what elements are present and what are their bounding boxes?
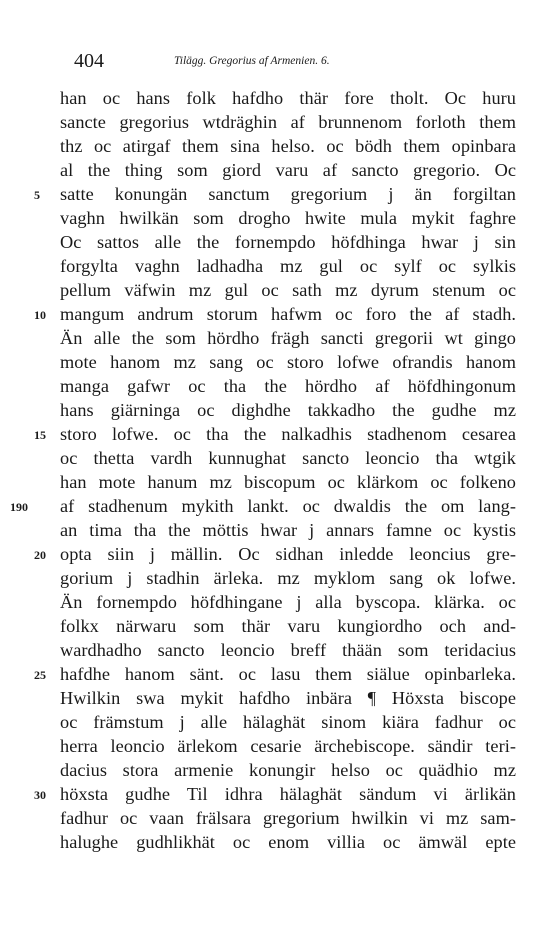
line-text: mote hanom mz sang oc storo lofwe ofrandis hanom (60, 352, 516, 372)
page-header (74, 48, 514, 74)
line-text: herra leoncio ärlekom cesarie ärchebiscope. sändir teri- (60, 736, 516, 756)
text-line (60, 830, 516, 854)
line-text: Hwilkin swa mykit hafdho inbära ¶ Höxsta biscope (60, 688, 516, 708)
text-line (34, 182, 516, 206)
text-line (34, 302, 516, 326)
text-line (60, 566, 516, 590)
line-text: höxsta gudhe Til idhra hälaghät sändum vi ärlikän (60, 784, 516, 804)
running-title: Tilägg. Gregorius af Armenien. 6. (174, 55, 330, 67)
text-line (60, 278, 516, 302)
text-line (34, 662, 516, 686)
text-line (60, 734, 516, 758)
line-text: folkx närwaru som thär varu kungiordho och and- (60, 616, 516, 636)
text-line (60, 398, 516, 422)
line-text: han oc hans folk hafdho thär fore tholt. Oc huru (60, 88, 516, 108)
text-line (60, 638, 516, 662)
text-line (60, 758, 516, 782)
line-number: 25 (34, 668, 46, 682)
line-text: af stadhenum mykith lankt. oc dwaldis the om lang- (60, 496, 516, 516)
line-text: Oc sattos alle the fornempdo höfdhinga hwar j sin (60, 232, 516, 252)
text-line (34, 422, 516, 446)
line-text: han mote hanum mz biscopum oc klärkom oc folkeno (60, 472, 516, 492)
line-text: forgylta vaghn ladhadha mz gul oc sylf oc sylkis (60, 256, 516, 276)
text-line (60, 230, 516, 254)
line-text: storo lofwe. oc tha the nalkadhis stadhenom cesarea (60, 424, 516, 444)
text-line (60, 86, 516, 110)
text-line (60, 134, 516, 158)
line-text: mangum andrum storum hafwm oc foro the af stadh. (60, 304, 516, 324)
line-text: sancte gregorius wtdräghin af brunnenom forloth them (60, 112, 516, 132)
text-line (60, 806, 516, 830)
line-number: 5 (34, 188, 40, 202)
line-text: oc främstum j alle hälaghät sinom kiära fadhur oc (60, 712, 516, 732)
text-line (60, 686, 516, 710)
text-line (60, 446, 516, 470)
text-line (60, 206, 516, 230)
line-text: Än alle the som hördho frägh sancti gregorii wt gingo (60, 328, 516, 348)
margin-reference-number: 190 (10, 500, 28, 514)
line-text: al the thing som giord varu af sancto gregorio. Oc (60, 160, 516, 180)
line-text: thz oc atirgaf them sina helso. oc bödh them opinbara (60, 136, 516, 156)
line-text: an tima tha the möttis hwar j annars famne oc kystis (60, 520, 516, 540)
text-line (34, 542, 516, 566)
line-text: opta siin j mällin. Oc sidhan inledde leoncius gre- (60, 544, 516, 564)
line-text: vaghn hwilkän som drogho hwite mula mykit faghre (60, 208, 516, 228)
text-line (60, 374, 516, 398)
line-text: Än fornempdo höfdhingane j alla byscopa. klärka. oc (60, 592, 516, 612)
line-text: wardhadho sancto leoncio breff thään som teridacius (60, 640, 516, 660)
text-line (60, 254, 516, 278)
text-line (60, 326, 516, 350)
line-text: hans giärninga oc dighdhe takkadho the gudhe mz (60, 400, 516, 420)
text-line (60, 614, 516, 638)
text-line (60, 518, 516, 542)
line-text: manga gafwr oc tha the hördho af höfdhingonum (60, 376, 516, 396)
text-line (10, 494, 516, 518)
line-text: satte konungän sanctum gregorium j än forgiltan (60, 184, 516, 204)
line-text: fadhur oc vaan frälsara gregorium hwilkin vi mz sam- (60, 808, 516, 828)
line-text: dacius stora armenie konungir helso oc quädhio mz (60, 760, 516, 780)
line-number: 15 (34, 428, 46, 442)
body-text (10, 86, 516, 854)
text-line (60, 350, 516, 374)
page-number: 404 (74, 50, 104, 72)
text-line (60, 158, 516, 182)
text-line (60, 110, 516, 134)
line-text: hafdhe hanom sänt. oc lasu them siälue opinbarleka. (60, 664, 516, 684)
text-line (60, 590, 516, 614)
line-text: oc thetta vardh kunnughat sancto leoncio tha wtgik (60, 448, 516, 468)
line-text: pellum väfwin mz gul oc sath mz dyrum stenum oc (60, 280, 516, 300)
text-line (60, 470, 516, 494)
text-line (34, 782, 516, 806)
line-number: 20 (34, 548, 46, 562)
line-number: 30 (34, 788, 46, 802)
line-text: gorium j stadhin ärleka. mz myklom sang ok lofwe. (60, 568, 516, 588)
text-line (60, 710, 516, 734)
line-number: 10 (34, 308, 46, 322)
line-text: halughe gudhlikhät oc enom villia oc ämwäl epte (60, 832, 516, 852)
